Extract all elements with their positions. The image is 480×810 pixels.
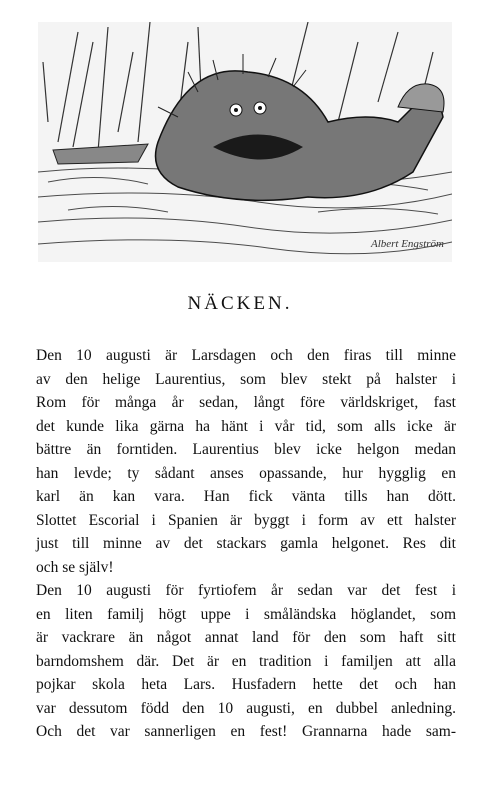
text-line: karl än kan vara. Han fick vänta tills han dött. bbox=[36, 488, 456, 505]
text-line: det kunde lika gärna ha hänt i vår tid, som alls icke är bbox=[36, 417, 456, 435]
text-line: Den 10 augusti för fyrtiofem år sedan var det fest i bbox=[36, 582, 456, 599]
text-line: bättre än forntiden. Laurentius blev icke helgon medan bbox=[36, 441, 456, 458]
text-line: Och det var sannerligen en fest! Grannarna hade sam- bbox=[36, 723, 456, 740]
paragraph-2 bbox=[36, 579, 456, 744]
text-line: Rom för många år sedan, långt före världskriget, fast bbox=[36, 394, 456, 411]
text-line: Slottet Escorial i Spanien är byggt i form av ett halster bbox=[36, 511, 456, 529]
text-line: var dessutom född den 10 augusti, en dubbel anledning. bbox=[36, 699, 456, 717]
text-line: är vackrare än något annat land för den som haft sitt bbox=[36, 629, 456, 646]
text-line: Den 10 augusti är Larsdagen och den firas till minne bbox=[36, 347, 456, 364]
text-line: barndomshem där. Det är en tradition i familjen att alla bbox=[36, 652, 456, 670]
text-line: och se själv! bbox=[36, 558, 114, 576]
text-line: han levde; ty sådant anses opassande, hur hygglig en bbox=[36, 464, 456, 482]
chapter-title: NÄCKEN. bbox=[187, 293, 293, 314]
naecken-water-spirit-illustration-icon bbox=[38, 22, 452, 262]
body-text bbox=[36, 344, 456, 744]
text-line: av den helige Laurentius, som blev stekt på halster i bbox=[36, 370, 456, 388]
naecken-illustration bbox=[38, 22, 452, 262]
illustration-signature: Albert Engström bbox=[370, 238, 444, 250]
text-line: pojkar skola heta Lars. Husfadern hette det och han bbox=[36, 676, 456, 693]
text-line: just till minne av det stackars gamla helgonet. Res dit bbox=[36, 535, 456, 552]
paragraph-1 bbox=[36, 344, 456, 579]
text-line: en liten familj högt uppe i småländska höglandet, som bbox=[36, 605, 456, 623]
